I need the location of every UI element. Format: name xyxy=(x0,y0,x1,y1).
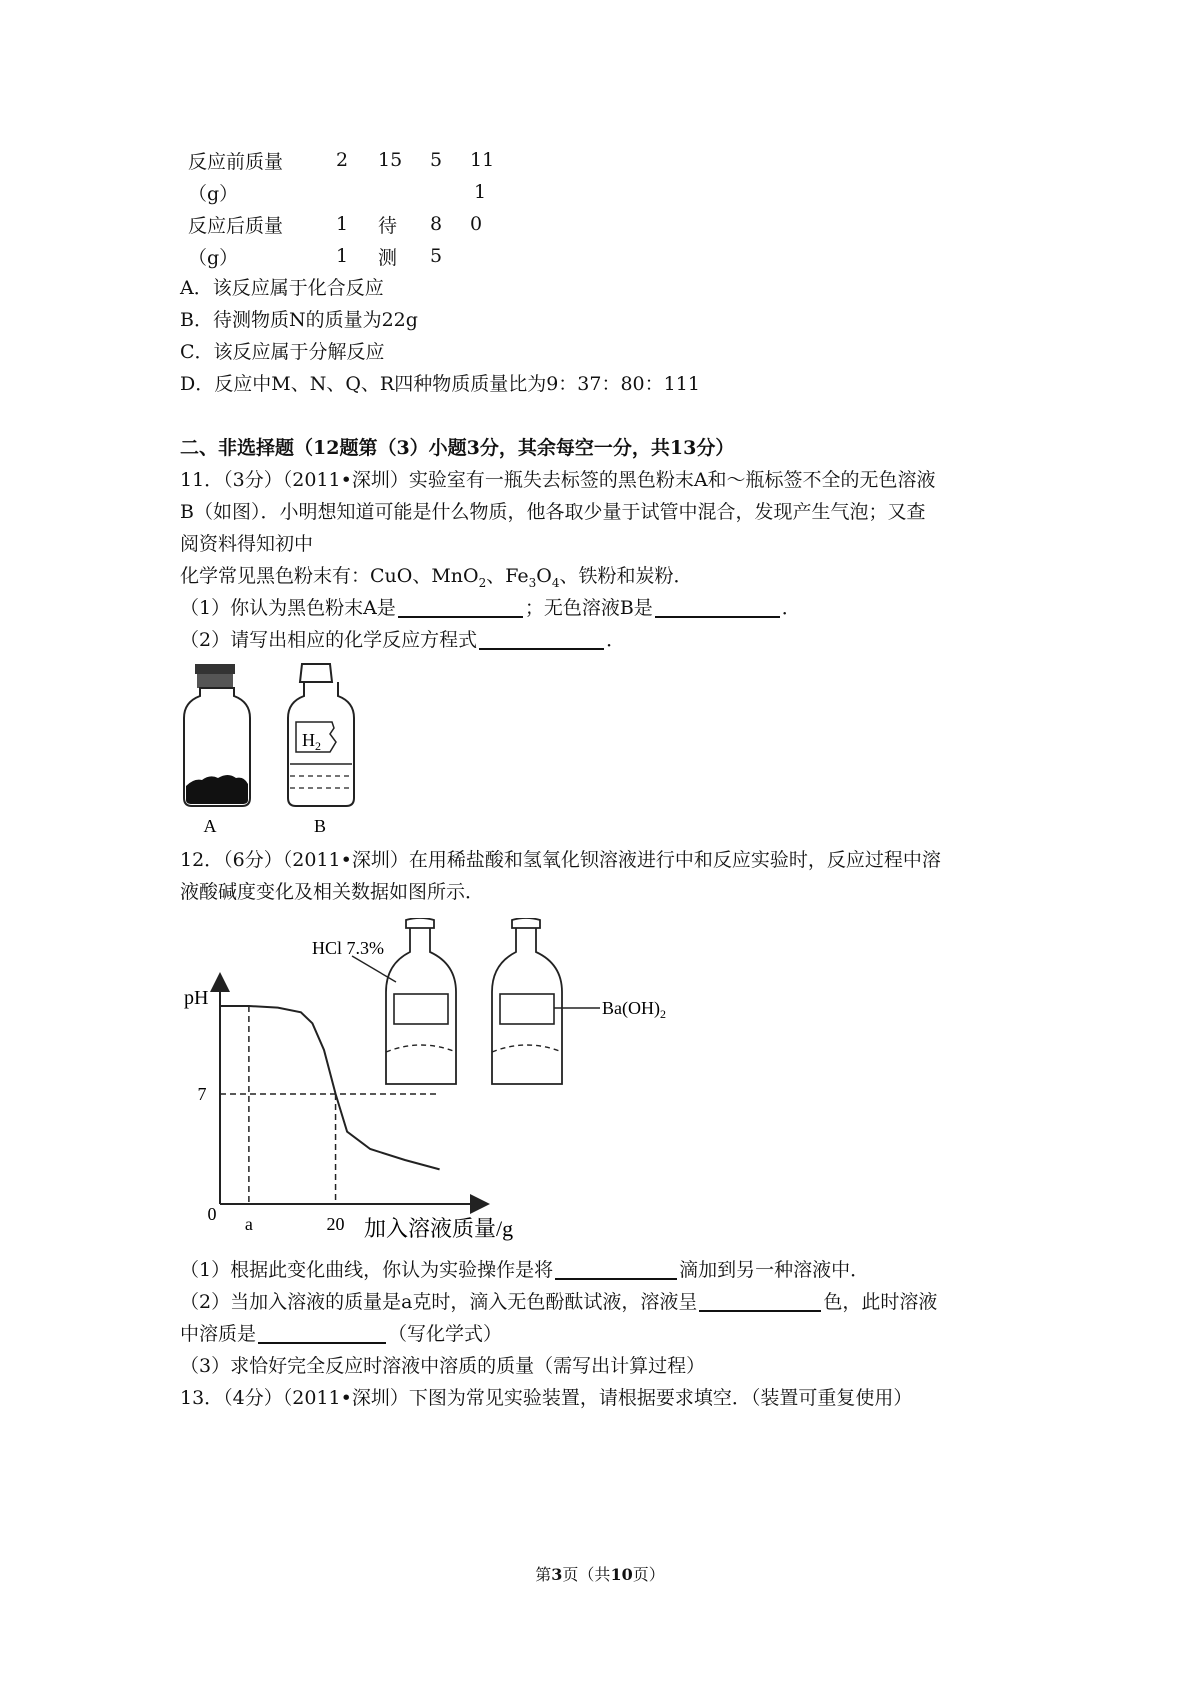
footer-mid: 页（共 xyxy=(562,1565,611,1584)
baoh2-label-text: Ba(OH) xyxy=(602,998,660,1018)
q12-line2: 液酸碱度变化及相关数据如图所示． xyxy=(180,881,485,903)
subscript: 4 xyxy=(551,575,560,590)
q13-line1: 13．（4分）（2011•深圳）下图为常见实验装置，请根据要求填空．（装置可重复使用） xyxy=(180,1387,913,1409)
option-b: B．待测物质N的质量为22g xyxy=(180,309,418,331)
table-cell: 1 xyxy=(336,245,349,267)
answer-blank[interactable] xyxy=(398,594,523,618)
q12-line1: 12．（6分）（2011•深圳）在用稀盐酸和氢氧化钡溶液进行中和反应实验时，反应过程中溶 xyxy=(180,849,941,871)
option-d: D．反应中M、N、Q、R四种物质质量比为9：37：80：111 xyxy=(180,373,700,395)
subscript: 3 xyxy=(528,575,537,590)
answer-blank[interactable] xyxy=(555,1256,677,1280)
reagent-bottles-figure xyxy=(300,918,700,1088)
table-cell: （g） xyxy=(188,182,239,205)
bottles-ab-figure xyxy=(180,662,380,838)
q11-part1-end: ． xyxy=(781,597,801,619)
q11-line1: 11．（3分）（2011•深圳）实验室有一瓶失去标签的黑色粉末A和～瓶标签不全的无色溶液 xyxy=(180,469,936,491)
table-row xyxy=(188,208,510,240)
q11-line4-pre: 化学常见黑色粉末有：CuO、MnO xyxy=(180,565,479,587)
q12-part1-a: （1）根据此变化曲线，你认为实验操作是将 xyxy=(180,1259,554,1281)
table-cell: 5 xyxy=(430,149,443,171)
table-cell xyxy=(336,176,378,208)
bottle-a-label: A xyxy=(203,816,217,836)
table-cell: 待 xyxy=(378,214,398,237)
baoh2-label xyxy=(602,998,666,1021)
bottle-b-caption: B xyxy=(313,816,327,836)
section-title: 二、非选择题（12题第（3）小题3分，其余每空一分，共13分） xyxy=(180,437,735,459)
footer-page-number: 3 xyxy=(551,1565,563,1584)
table-cell: 反应前质量 xyxy=(188,150,284,173)
table-cell: 1 xyxy=(474,181,487,203)
table-cell: 0 xyxy=(470,213,483,235)
x-tick-label: 0 xyxy=(207,1204,217,1224)
q11-line4-mid2: O xyxy=(536,565,552,587)
table-cell: 15 xyxy=(378,149,403,171)
bottle-b-label-text: H xyxy=(302,730,315,750)
table-cell: 1 xyxy=(336,213,349,235)
bottle-b-label-sub: 2 xyxy=(315,739,321,753)
table-cell: 反应后质量 xyxy=(188,214,284,237)
option-c: C．该反应属于分解反应 xyxy=(180,341,385,363)
q11-part1-a: （1）你认为黑色粉末A是 xyxy=(180,597,396,619)
table-cell xyxy=(470,240,510,272)
bottle-b-label xyxy=(302,730,321,753)
q12-part2-d: （写化学式） xyxy=(388,1323,503,1345)
bottle-b xyxy=(288,664,354,806)
answer-blank[interactable] xyxy=(479,626,604,650)
q12-part2-c: 中溶质是 xyxy=(180,1323,257,1345)
table-cell: 2 xyxy=(336,149,349,171)
baoh2-bottle xyxy=(492,918,600,1084)
answer-blank[interactable] xyxy=(655,594,780,618)
table-row xyxy=(188,144,510,176)
table-cell: 8 xyxy=(430,213,443,235)
answer-blank[interactable] xyxy=(258,1320,386,1344)
q11-part2-a: （2）请写出相应的化学反应方程式 xyxy=(180,629,478,651)
q12-part2 xyxy=(180,1286,937,1318)
mass-table xyxy=(188,144,510,272)
answer-blank[interactable] xyxy=(699,1288,821,1312)
baoh2-label-sub: 2 xyxy=(659,1007,666,1021)
x-tick-label: 20 xyxy=(326,1214,345,1234)
x-tick-label: a xyxy=(244,1214,253,1234)
q12-part2-a: （2）当加入溶液的质量是a克时，滴入无色酚酞试液，溶液呈 xyxy=(180,1291,698,1313)
bottle-a xyxy=(184,664,250,806)
option-a: A．该反应属于化合反应 xyxy=(180,277,384,299)
footer-total-pages: 10 xyxy=(610,1565,633,1584)
table-row xyxy=(188,240,510,272)
q11-part2-end: ． xyxy=(606,629,626,651)
q12-part3: （3）求恰好完全反应时溶液中溶质的质量（需写出计算过程） xyxy=(180,1355,706,1377)
footer-pre: 第 xyxy=(535,1565,552,1584)
table-cell: （g） xyxy=(188,246,239,269)
q12-part2-b: 色，此时溶液 xyxy=(823,1291,938,1313)
q11-part2 xyxy=(180,624,625,656)
table-row xyxy=(188,176,510,208)
subscript: 2 xyxy=(478,575,487,590)
table-cell xyxy=(430,176,470,208)
q12-part1-b: 滴加到另一种溶液中． xyxy=(679,1259,870,1281)
table-cell: 测 xyxy=(378,246,398,269)
q11-line3: 阅资料得知初中 xyxy=(180,533,314,555)
footer-post: 页） xyxy=(632,1565,665,1584)
hcl-label: HCl 7.3% xyxy=(312,938,384,958)
q12-part1 xyxy=(180,1254,869,1286)
y-axis-label: pH xyxy=(184,987,209,1009)
table-cell: 5 xyxy=(430,245,443,267)
q11-line4-post: 、铁粉和炭粉． xyxy=(559,565,693,587)
q11-line4-mid: 、Fe xyxy=(486,565,529,587)
q11-line2: B（如图）．小明想知道可能是什么物质，他各取少量于试管中混合，发现产生气泡；又查 xyxy=(180,501,926,523)
q12-part2-cont xyxy=(180,1318,502,1350)
table-cell xyxy=(378,176,430,208)
table-cell: 11 xyxy=(470,149,495,171)
page-footer xyxy=(0,1562,1200,1585)
q11-part1-b: ；无色溶液B是 xyxy=(524,597,653,619)
y-tick-label: 7 xyxy=(197,1084,207,1104)
x-axis-label: 加入溶液质量/g xyxy=(364,1216,514,1241)
q11-part1 xyxy=(180,592,801,624)
